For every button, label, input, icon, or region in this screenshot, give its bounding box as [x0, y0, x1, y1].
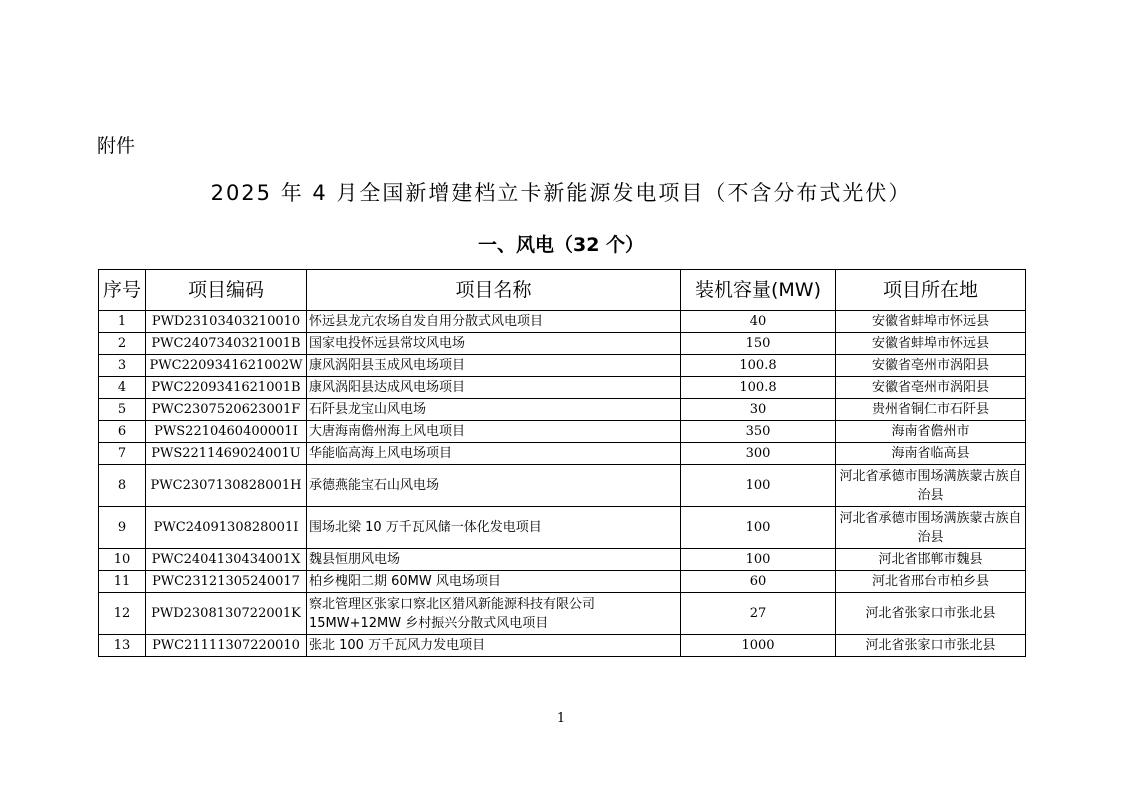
cell-name: 康风涡阳县玉成风电场项目 [307, 355, 681, 377]
cell-seq: 9 [99, 507, 146, 549]
cell-location: 河北省张家口市张北县 [836, 593, 1026, 635]
table-body [99, 311, 1026, 657]
cell-code: PWD2308130722001K [146, 593, 307, 635]
header-location: 项目所在地 [836, 270, 1026, 311]
cell-location: 贵州省铜仁市石阡县 [836, 399, 1026, 421]
table-row [99, 421, 1026, 443]
cell-capacity: 100 [681, 549, 836, 571]
attachment-label: 附件 [97, 135, 136, 157]
cell-name: 石阡县龙宝山风电场 [307, 399, 681, 421]
projects-table [98, 269, 1026, 657]
cell-capacity: 30 [681, 399, 836, 421]
cell-name: 怀远县龙亢农场自发自用分散式风电项目 [307, 311, 681, 333]
cell-capacity: 27 [681, 593, 836, 635]
header-name: 项目名称 [307, 270, 681, 311]
cell-capacity: 1000 [681, 635, 836, 657]
cell-capacity: 300 [681, 443, 836, 465]
cell-location: 安徽省蚌埠市怀远县 [836, 333, 1026, 355]
header-code: 项目编码 [146, 270, 307, 311]
cell-seq: 5 [99, 399, 146, 421]
cell-name: 承德燕能宝石山风电场 [307, 465, 681, 507]
table-row [99, 507, 1026, 549]
cell-code: PWS2210460400001I [146, 421, 307, 443]
cell-location: 海南省临高县 [836, 443, 1026, 465]
cell-name: 大唐海南儋州海上风电项目 [307, 421, 681, 443]
cell-seq: 3 [99, 355, 146, 377]
table-row [99, 355, 1026, 377]
section-title: 一、风电（32 个） [477, 234, 645, 256]
cell-location: 河北省张家口市张北县 [836, 635, 1026, 657]
cell-seq: 1 [99, 311, 146, 333]
cell-code: PWC21111307220010 [146, 635, 307, 657]
cell-capacity: 60 [681, 571, 836, 593]
cell-code: PWC2404130434001X [146, 549, 307, 571]
cell-capacity: 100 [681, 465, 836, 507]
cell-code: PWC2209341621002W [146, 355, 307, 377]
cell-capacity: 100 [681, 507, 836, 549]
cell-capacity: 100.8 [681, 377, 836, 399]
cell-code: PWC2307130828001H [146, 465, 307, 507]
cell-seq: 7 [99, 443, 146, 465]
cell-location: 安徽省亳州市涡阳县 [836, 355, 1026, 377]
cell-name: 张北 100 万千瓦风力发电项目 [307, 635, 681, 657]
cell-name: 围场北梁 10 万千瓦风储一体化发电项目 [307, 507, 681, 549]
cell-code: PWS2211469024001U [146, 443, 307, 465]
cell-location: 河北省邢台市柏乡县 [836, 571, 1026, 593]
cell-code: PWC2409130828001I [146, 507, 307, 549]
cell-seq: 2 [99, 333, 146, 355]
cell-name: 国家电投怀远县常坟风电场 [307, 333, 681, 355]
cell-location: 安徽省蚌埠市怀远县 [836, 311, 1026, 333]
cell-capacity: 350 [681, 421, 836, 443]
cell-seq: 13 [99, 635, 146, 657]
cell-capacity: 40 [681, 311, 836, 333]
cell-seq: 8 [99, 465, 146, 507]
table-row [99, 549, 1026, 571]
cell-location: 河北省承德市围场满族蒙古族自治县 [836, 507, 1026, 549]
header-seq: 序号 [99, 270, 146, 311]
page-number: 1 [556, 711, 566, 726]
cell-capacity: 100.8 [681, 355, 836, 377]
document-title: 2025 年 4 月全国新增建档立卡新能源发电项目（不含分布式光伏） [210, 181, 912, 205]
cell-code: PWD23103403210010 [146, 311, 307, 333]
table-row [99, 333, 1026, 355]
table-row [99, 311, 1026, 333]
table-header-row [99, 270, 1026, 311]
table-row [99, 571, 1026, 593]
table-row [99, 377, 1026, 399]
header-capacity: 装机容量(MW) [681, 270, 836, 311]
table-row [99, 635, 1026, 657]
cell-location: 河北省承德市围场满族蒙古族自治县 [836, 465, 1026, 507]
table-row [99, 443, 1026, 465]
cell-code: PWC2209341621001B [146, 377, 307, 399]
cell-location: 海南省儋州市 [836, 421, 1026, 443]
cell-seq: 4 [99, 377, 146, 399]
table-row [99, 465, 1026, 507]
cell-code: PWC2307520623001F [146, 399, 307, 421]
cell-name: 柏乡槐阳二期 60MW 风电场项目 [307, 571, 681, 593]
cell-seq: 11 [99, 571, 146, 593]
cell-code: PWC23121305240017 [146, 571, 307, 593]
cell-name: 魏县恒朋风电场 [307, 549, 681, 571]
cell-name: 华能临高海上风电场项目 [307, 443, 681, 465]
cell-code: PWC2407340321001B [146, 333, 307, 355]
cell-name: 察北管理区张家口察北区猎风新能源科技有限公司 15MW+12MW 乡村振兴分散式风电项目 [307, 593, 681, 635]
cell-name: 康风涡阳县达成风电场项目 [307, 377, 681, 399]
cell-location: 安徽省亳州市涡阳县 [836, 377, 1026, 399]
table-row [99, 593, 1026, 635]
table-row [99, 399, 1026, 421]
cell-seq: 6 [99, 421, 146, 443]
cell-capacity: 150 [681, 333, 836, 355]
cell-seq: 12 [99, 593, 146, 635]
cell-location: 河北省邯郸市魏县 [836, 549, 1026, 571]
cell-seq: 10 [99, 549, 146, 571]
